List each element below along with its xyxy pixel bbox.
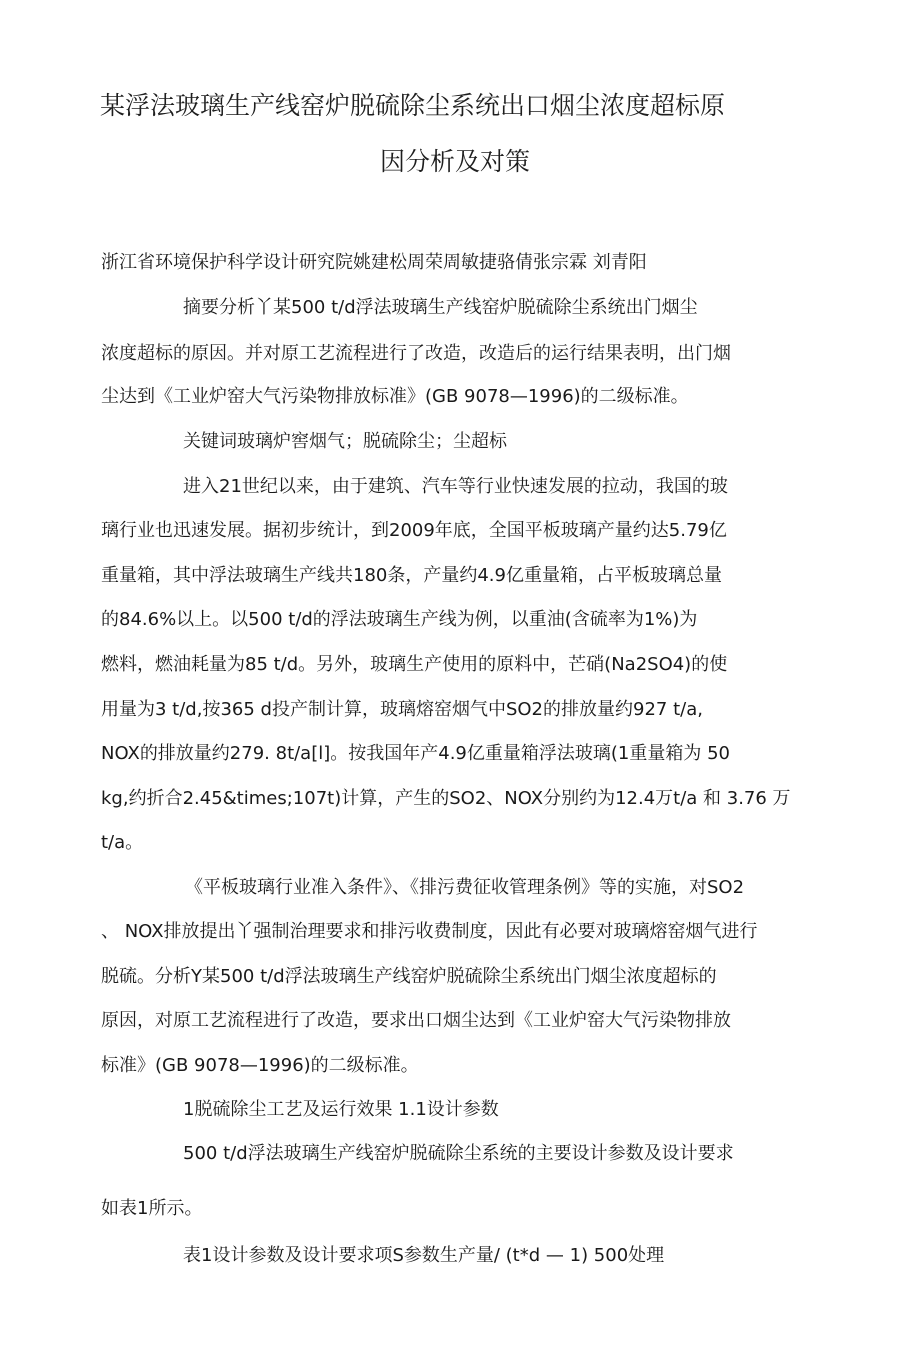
abstract-line: 浓度超标的原因。并对原工艺流程进行了改造，改造后的运行结果表明，出门烟 [101,343,731,364]
body-line: 用量为3 t/d,按365 d投产制计算，玻璃熔窑烟气中SO2的排放量约927 t/a, [101,699,703,720]
keywords-line: 关键词玻璃炉窖烟气；脱硫除尘；尘超标 [183,431,507,452]
body-line: 脱硫。分析Y某500 t/d浮法玻璃生产线窑炉脱硫除尘系统出门烟尘浓度超标的 [101,966,717,987]
table-caption: 表1设计参数及设计要求项S参数生产量/ (t*d — 1) 500处理 [183,1245,665,1266]
author-line: 浙江省环境保护科学设计研究院姚建松周荣周敏捷骆倩张宗霖 刘青阳 [101,252,647,273]
body-line: 燃料，燃油耗量为85 t/d。另外，玻璃生产使用的原料中，芒硝(Na2SO4)的使 [101,654,728,675]
section-heading: 1脱硫除尘工艺及运行效果 1.1设计参数 [183,1099,499,1120]
body-line: 标准》(GB 9078—1996)的二级标准。 [101,1055,419,1076]
body-line: t/a。 [101,832,144,853]
body-line: 进入21世纪以来，由于建筑、汽车等行业快速发展的拉动，我国的玻 [183,476,728,497]
body-line: 500 t/d浮法玻璃生产线窑炉脱硫除尘系统的主要设计参数及设计要求 [183,1143,734,1164]
body-line: 的84.6%以上。以500 t/d的浮法玻璃生产线为例，以重油(含硫率为1%)为 [101,609,698,630]
abstract-line: 摘要分析丫某500 t/d浮法玻璃生产线窑炉脱硫除尘系统出门烟尘 [183,297,698,318]
document-title-line-2: 因分析及对策 [380,147,531,176]
body-line: 《平板玻璃行业准入条件》、《排污费征收管理条例》等的实施，对SO2 [185,877,745,898]
body-line: 璃行业也迅速发展。据初步统计，到2009年底，全国平板玻璃产量约达5.79亿 [101,520,727,541]
body-line: 如表1所示。 [101,1198,203,1219]
body-line: 、 NOX排放提出丫强制治理要求和排污收费制度，因此有必要对玻璃熔窑烟气进行 [101,921,758,942]
document-title-line-1: 某浮法玻璃生产线窑炉脱硫除尘系统出口烟尘浓度超标原 [100,91,726,120]
body-line: NOX的排放量约279. 8t/a[l]。按我国年产4.9亿重量箱浮法玻璃(1重量箱为 50 [101,743,730,764]
abstract-line: 尘达到《工业炉窑大气污染物排放标准》(GB 9078—1996)的二级标准。 [101,386,689,407]
body-line: kg,约折合2.45&times;107t)计算，产生的SO2、NOX分别约为12.4万t/a 和 3.76 万 [101,788,791,809]
body-line: 重量箱，其中浮法玻璃生产线共180条，产量约4.9亿重量箱，占平板玻璃总量 [101,565,722,586]
body-line: 原因，对原工艺流程进行了改造，要求出口烟尘达到《工业炉窑大气污染物排放 [101,1010,731,1031]
